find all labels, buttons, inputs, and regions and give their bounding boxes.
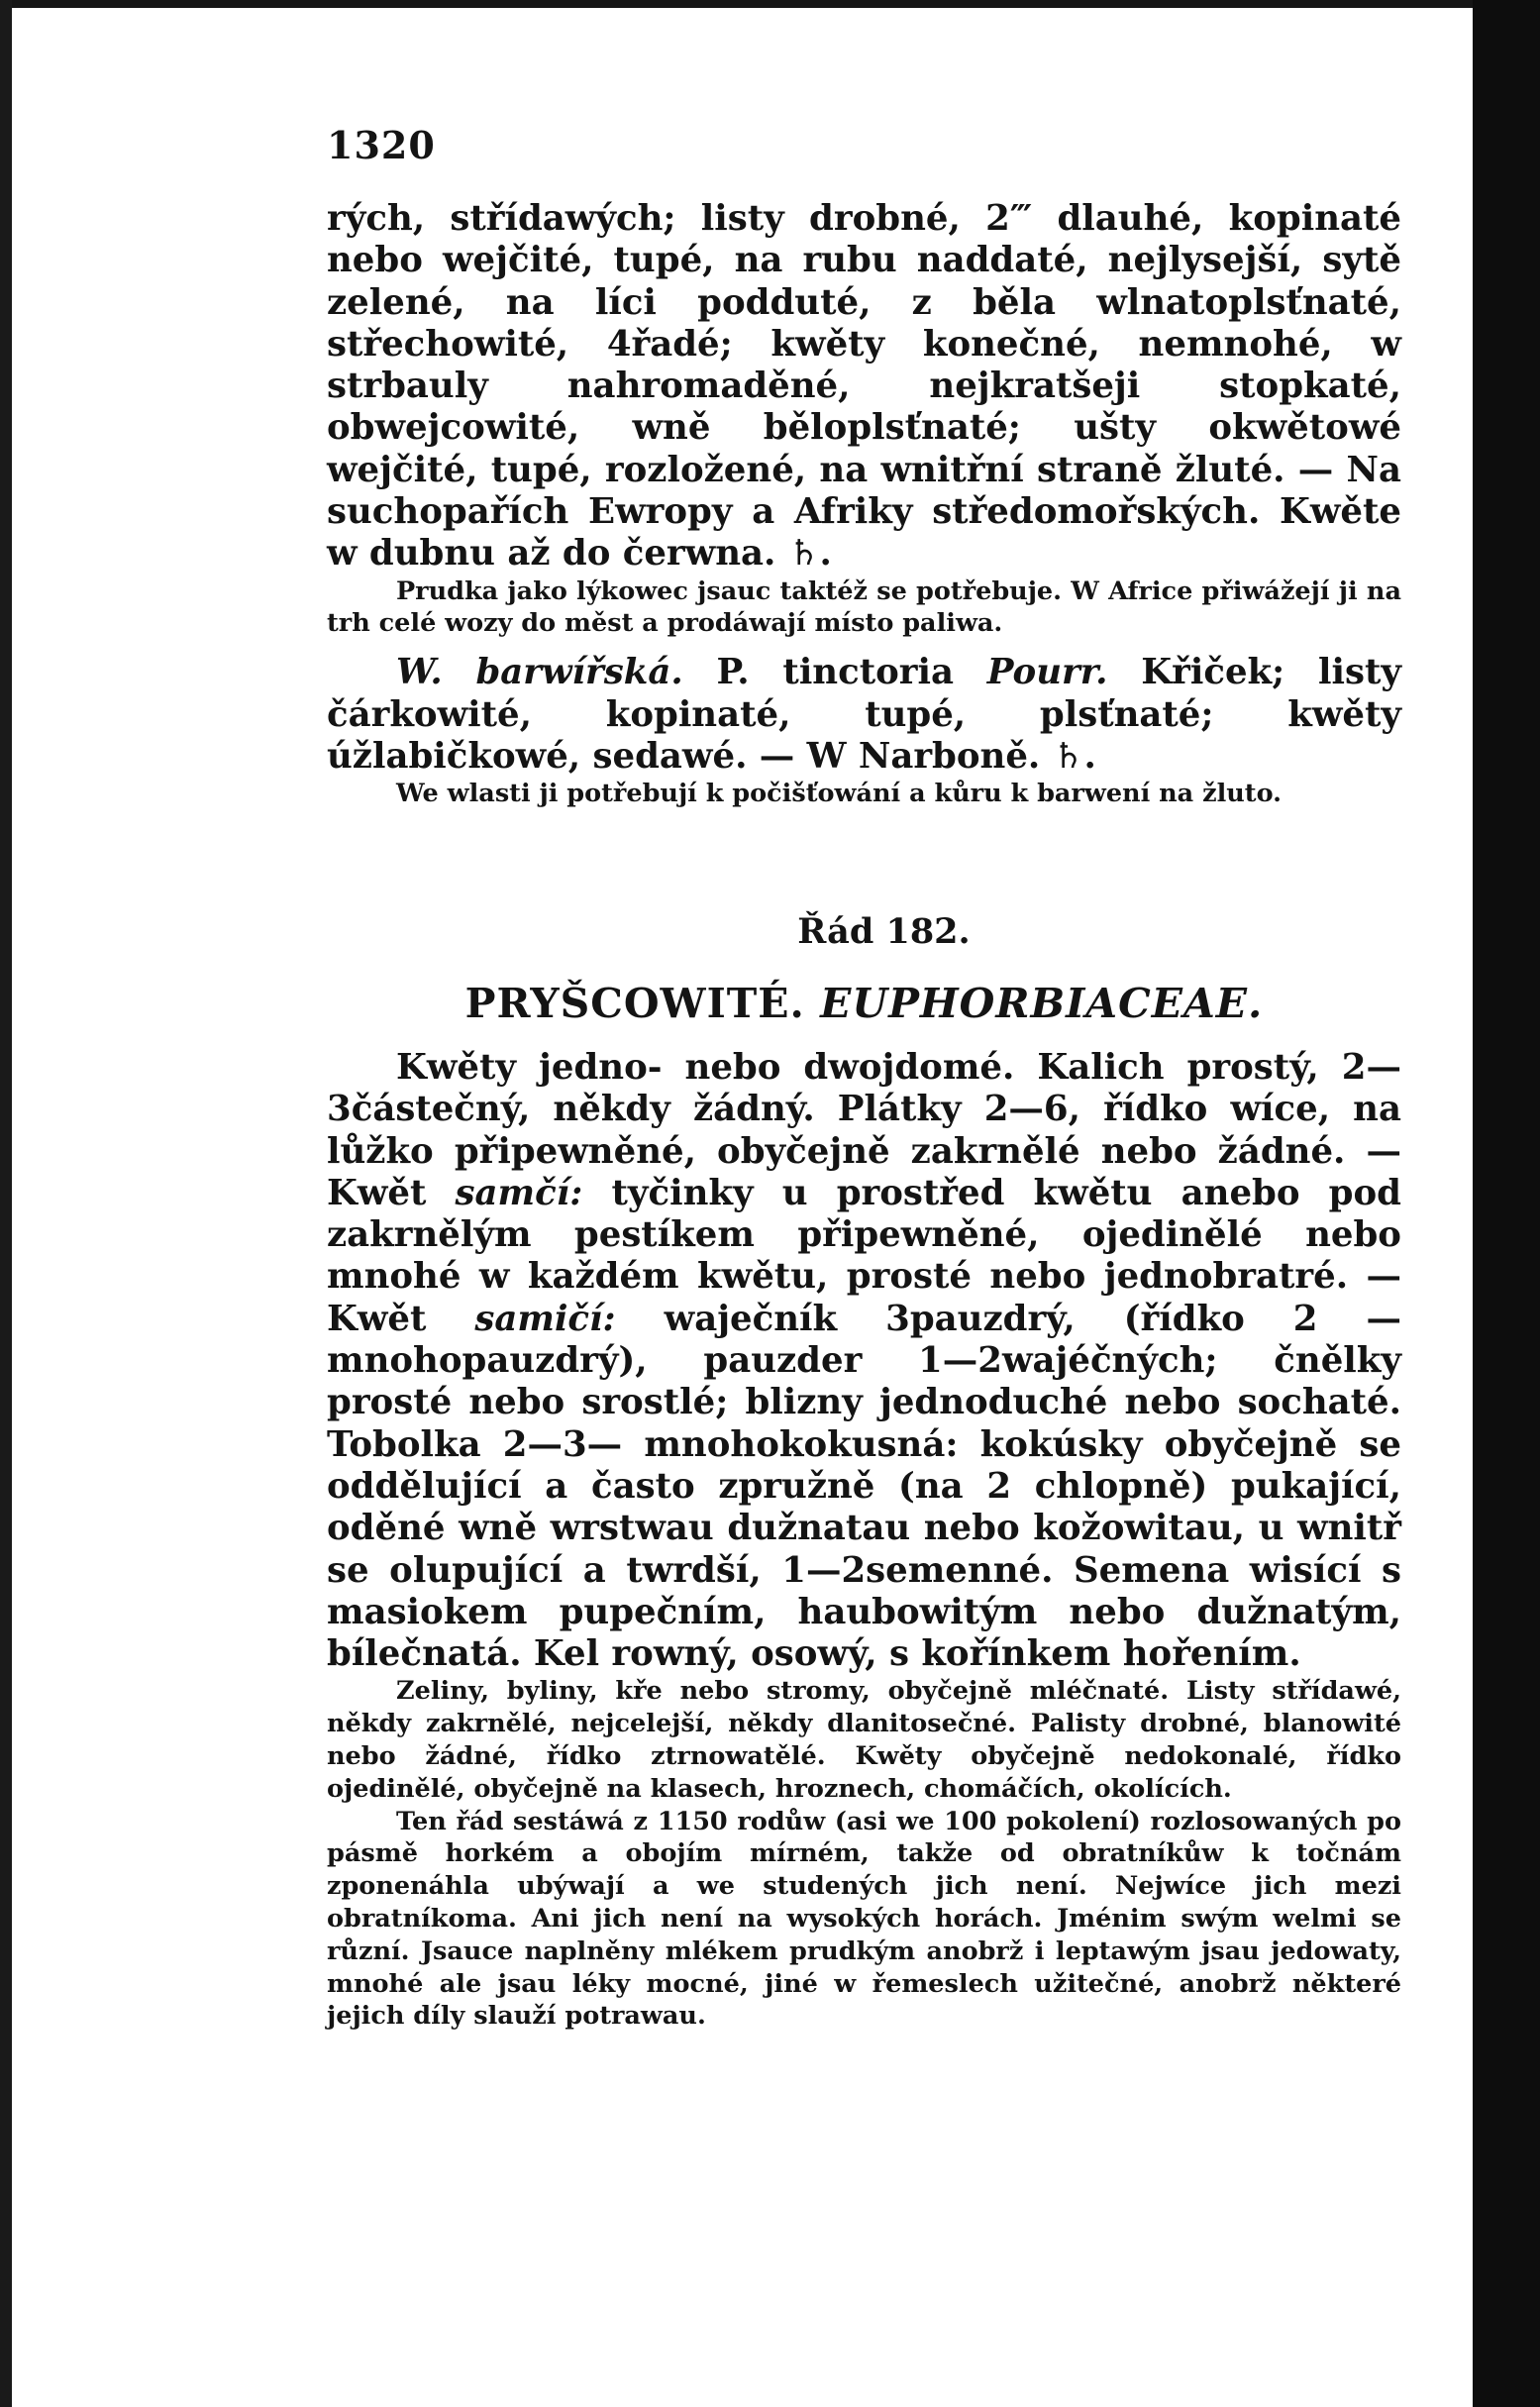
shrub-symbol: ♄. [787, 533, 832, 575]
species-description-continued [327, 198, 1401, 576]
spacer [327, 810, 1401, 911]
habit-note: Zeliny, byliny, kře nebo stromy, obyčejně mléčnaté. Listy střídawé, někdy zakrnělé, nejcelejší, někdy dlanitosečné. Palisty drobné, blanowité nebo žádné, řídko ztrnowatělé. Kwěty obyčejně nedokonalé, řídko ojedinělé, obyčejně na klasech, hroznech, chomáčích, okolících. [327, 1676, 1401, 1804]
family-czech-name: PRYŠCOWITÉ. [464, 979, 805, 1027]
family-latin-name: EUPHORBIACEAE. [820, 979, 1264, 1027]
usage-note: Prudka jako lýkowec jsauc taktéž se potřebuje. W Africe přiwážejí ji na trh celé wozy do měst a prodáwají místo paliwa. [327, 576, 1401, 639]
scan-border-top [0, 0, 1540, 8]
usage-note: We wlasti ji potřebují k počišťowání a kůru k barwení na žluto. [396, 779, 1283, 809]
description-text: tyčinky u prostřed kwětu anebo pod zakrnělým pestíkem připewněné, ojedinělé nebo mnohé w každém kwětu, prosté nebo jednobratré. — Kwět [327, 1172, 1401, 1339]
page-number: 1320 [327, 123, 436, 167]
spacer [327, 640, 1401, 652]
description-text: Kwěty jedno- nebo dwojdomé. Kalich prostý, 2—3částečný, někdy žádný. Plátky 2—6, řídko wíce, na lůžko připewněné, obyčejně zakrnělé nebo žádné. — Kwět [327, 1046, 1401, 1213]
species-description-text: rých, střídawých; listy drobné, 2‴ dlauhé, kopinaté nebo wejčité, tupé, na rubu naddaté, nejlysejší, sytě zelené, na líci podduté, z běla wlnatoplsťnaté, střechowité, 4řadé; kwěty konečné, nemnohé, w strbauly nahromaděné, nejkratšeji stopkaté, obwejcowité, wně běloplsťnaté; ušty okwětowé wejčité, tupé, rozložené, na wnitřní straně žluté. — Na suchopařích Ewropy a Afriky středomořských. Kwěte w dubnu až do čerwna. [327, 198, 1401, 575]
text-column [327, 198, 1401, 2033]
scan-border-left [0, 0, 12, 2407]
order-heading: Řád 182. [797, 910, 971, 952]
species-entry [327, 652, 1401, 778]
scan-border-right [1473, 0, 1540, 2407]
female-flower-label: samičí: [474, 1298, 616, 1339]
distribution-note: Ten řád sestáwá z 1150 rodůw (asi we 100 pokolení) rozlosowaných po pásmě horkém a obojím mírném, takže od obratníkůw k točnám zponenáhla ubýwají a we studených jich není. Nejwíce jich mezi obratníkoma. Ani jich není na wysokých horách. Jménim swým welmi se různí. Jsauce naplněny mlékem prudkým anobrž i leptawým jsau jedowaty, mnohé ale jsau léky mocné, jiné w řemeslech užitečné, anobrž některé jejich díly slauží potrawau. [327, 1806, 1401, 2032]
male-flower-label: samčí: [455, 1172, 583, 1213]
species-latin: tinctoria [782, 652, 954, 693]
description-text: waječník 3pauzdrý, (řídko 2 — mnohopauzdrý), pauzder 1—2wajéčných; čnělky prosté nebo srostlé; blizny jednoduché nebo sochaté. Tobolka 2—3— mnohokokusná: kokúsky obyčejně se oddělující a často zpružně (na 2 chlopně) pukající, oděné wně wrstwau dužnatau nebo kožowitau, u wnitř se olupující a twrdší, 1—2semenné. Semena wisící s masiokem pupečním, haubowitým nebo dužnatým, bílečnatá. Kel rowný, osowý, s kořínkem hořením. [327, 1298, 1401, 1675]
family-heading [327, 980, 1401, 1027]
family-description [327, 1047, 1401, 1675]
shrub-symbol: ♄. [1052, 735, 1096, 777]
genus-abbrev: P. [682, 652, 783, 693]
species-name: W. barwířská. [396, 652, 683, 693]
species-entry-text: Křiček; listy čárkowité, kopinaté, tupé, plsťnaté; kwěty úžlabičkowé, sedawé. — W Narboně. [327, 652, 1401, 777]
species-author: Pourr. [954, 652, 1108, 693]
